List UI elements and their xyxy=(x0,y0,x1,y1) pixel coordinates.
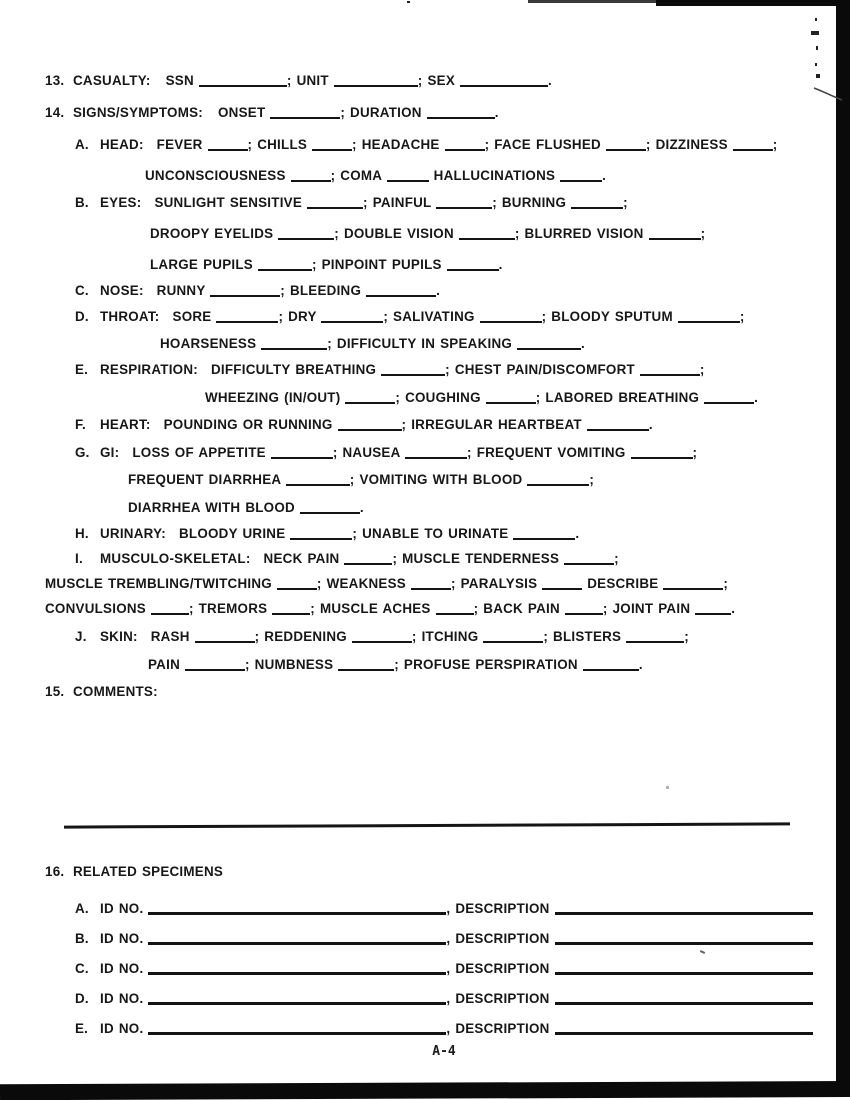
field-label: MUSCLE TREMBLING/TWITCHING xyxy=(45,576,277,591)
fill-in-blank xyxy=(555,998,813,1005)
field-label: BLOODY URINE xyxy=(178,526,291,541)
fill-in-blank xyxy=(338,665,394,671)
scan-speck xyxy=(700,950,705,954)
fill-in-blank xyxy=(555,938,813,945)
fill-in-blank xyxy=(148,998,446,1005)
field-label: HOARSENESS xyxy=(160,336,262,351)
field-label: ; UNABLE TO URINATE xyxy=(352,526,514,541)
line-b-eyes-3 xyxy=(150,257,503,273)
fill-in-blank xyxy=(278,234,334,240)
section-letter: D. xyxy=(75,309,89,324)
field-label: ; TREMORS xyxy=(188,601,273,616)
line-15-comments xyxy=(45,684,173,700)
fill-in-blank xyxy=(148,1028,446,1035)
item-number: 16. xyxy=(45,864,65,879)
field-label: RUNNY xyxy=(156,283,211,298)
scan-speck xyxy=(811,31,819,35)
specimen-row-c xyxy=(75,961,813,977)
field-label: ; LABORED BREATHING xyxy=(535,390,705,405)
field-label: ; FACE FLUSHED xyxy=(484,137,606,152)
field-label: NECK PAIN xyxy=(263,551,345,566)
fill-in-blank xyxy=(345,398,395,404)
section-letter: B. xyxy=(75,195,89,210)
field-label: POUNDING OR RUNNING xyxy=(163,417,338,432)
line-b-eyes-2 xyxy=(150,226,705,242)
field-label: . xyxy=(575,526,580,541)
fill-in-blank xyxy=(460,81,548,87)
fill-in-blank xyxy=(564,559,614,565)
line-16-related-specimens xyxy=(45,864,238,880)
scan-speck xyxy=(666,786,669,789)
field-label: ; BACK PAIN xyxy=(473,601,565,616)
field-label: RASH xyxy=(150,629,195,644)
field-label: ; DOUBLE VISION xyxy=(334,226,459,241)
fill-in-blank xyxy=(148,938,446,945)
field-label: UNCONSCIOUSNESS xyxy=(145,168,291,183)
scan-speck xyxy=(815,63,817,66)
fill-in-blank xyxy=(436,203,492,209)
fill-in-blank xyxy=(445,145,485,151)
fill-in-blank xyxy=(631,453,693,459)
field-label: ; WEAKNESS xyxy=(316,576,411,591)
fill-in-blank xyxy=(210,291,280,297)
item-title: COMMENTS: xyxy=(73,684,158,699)
footer-page-number: A-4 xyxy=(432,1044,456,1059)
fill-in-blank xyxy=(555,1028,813,1035)
section-title: URINARY: xyxy=(100,526,166,541)
fill-in-blank xyxy=(517,344,581,350)
field-label: ; xyxy=(700,226,706,241)
item-title: SIGNS/SYMPTOMS: xyxy=(73,105,203,120)
field-label: DIFFICULTY BREATHING xyxy=(210,362,382,377)
item-number: 13. xyxy=(45,73,65,88)
field-label: . xyxy=(648,417,653,432)
fill-in-blank xyxy=(286,480,350,486)
fill-in-blank xyxy=(571,203,623,209)
line-g-gi-1 xyxy=(75,445,697,461)
specimen-row-b xyxy=(75,931,813,947)
fill-in-blank xyxy=(565,609,603,615)
field-label: ; xyxy=(772,137,778,152)
item-title: RELATED SPECIMENS xyxy=(73,864,224,879)
field-label: ONSET xyxy=(218,105,271,120)
fill-in-blank xyxy=(560,176,602,182)
fill-in-blank xyxy=(606,145,646,151)
fill-in-blank xyxy=(427,113,495,119)
line-g-gi-3 xyxy=(128,500,364,516)
field-label: ; JOINT PAIN xyxy=(602,601,696,616)
field-label: ; BLISTERS xyxy=(543,629,627,644)
line-d-throat-1 xyxy=(75,309,745,325)
line-14-signs-symptoms xyxy=(45,105,499,121)
field-label: . xyxy=(581,336,586,351)
fill-in-blank xyxy=(352,637,412,643)
fill-in-blank xyxy=(405,453,467,459)
line-a-head-1 xyxy=(75,137,777,153)
fill-in-blank xyxy=(387,176,429,182)
section-letter: H. xyxy=(75,526,89,541)
fill-in-blank xyxy=(704,398,754,404)
fill-in-blank xyxy=(411,584,451,590)
fill-in-blank xyxy=(555,908,813,915)
line-b-eyes-1 xyxy=(75,195,628,211)
field-label: ; DRY xyxy=(278,309,322,324)
field-label: ; xyxy=(623,195,628,210)
scan-speck xyxy=(815,18,817,21)
field-label: ; SEX xyxy=(417,73,460,88)
field-label: ; MUSCLE TENDERNESS xyxy=(392,551,565,566)
field-label: ; VOMITING WITH BLOOD xyxy=(349,472,528,487)
field-label: , DESCRIPTION xyxy=(446,901,555,916)
field-label: ; COMA xyxy=(330,168,387,183)
field-label: . xyxy=(602,168,607,183)
fill-in-blank xyxy=(271,453,333,459)
fill-in-blank xyxy=(527,480,589,486)
fill-in-blank xyxy=(307,203,363,209)
fill-in-blank xyxy=(459,234,515,240)
field-label: ; xyxy=(692,445,698,460)
section-title: GI: xyxy=(100,445,120,460)
fill-in-blank xyxy=(344,559,392,565)
fill-in-blank xyxy=(626,637,684,643)
fill-in-blank xyxy=(151,609,189,615)
item-title: CASUALTY: xyxy=(73,73,151,88)
field-label: WHEEZING (IN/OUT) xyxy=(205,390,346,405)
field-label: DESCRIBE xyxy=(582,576,664,591)
fill-in-blank xyxy=(270,113,340,119)
specimen-row-e xyxy=(75,1021,813,1037)
section-letter: E. xyxy=(75,362,89,377)
fill-in-blank xyxy=(338,425,402,431)
fill-in-blank xyxy=(258,265,312,271)
line-j-skin-1 xyxy=(75,629,689,645)
section-letter: G. xyxy=(75,445,90,460)
field-label: DIARRHEA WITH BLOOD xyxy=(128,500,300,515)
fill-in-blank xyxy=(447,265,499,271)
field-label: ; NAUSEA xyxy=(332,445,406,460)
line-i-musculo-skeletal-1 xyxy=(75,551,619,567)
line-g-gi-2 xyxy=(128,472,594,488)
fill-in-blank xyxy=(733,145,773,151)
specimen-row-d xyxy=(75,991,813,1007)
section-letter: D. xyxy=(75,991,89,1006)
field-label: ; CHILLS xyxy=(247,137,313,152)
fill-in-blank xyxy=(480,317,542,323)
line-f-heart xyxy=(75,417,653,433)
field-label: ; BLURRED VISION xyxy=(514,226,649,241)
field-label: ; ITCHING xyxy=(411,629,484,644)
fill-in-blank xyxy=(695,609,731,615)
fill-in-blank xyxy=(555,968,813,975)
fill-in-blank xyxy=(583,665,639,671)
section-title: RESPIRATION: xyxy=(100,362,198,377)
fill-in-blank xyxy=(185,665,245,671)
field-label: ; xyxy=(723,576,729,591)
fill-in-blank xyxy=(678,317,740,323)
field-label: ID NO. xyxy=(100,1021,149,1036)
section-letter: F. xyxy=(75,417,86,432)
field-label: ; MUSCLE ACHES xyxy=(310,601,436,616)
fill-in-blank xyxy=(321,317,383,323)
fill-in-blank xyxy=(291,176,331,182)
field-label: . xyxy=(359,500,364,515)
section-title: MUSCULO-SKELETAL: xyxy=(100,551,251,566)
section-letter: A. xyxy=(75,137,89,152)
field-label: ; PROFUSE PERSPIRATION xyxy=(394,657,583,672)
fill-in-blank xyxy=(663,584,723,590)
field-label: FEVER xyxy=(156,137,208,152)
field-label: ; xyxy=(614,551,619,566)
field-label: ID NO. xyxy=(100,961,149,976)
field-label: LOSS OF APPETITE xyxy=(132,445,271,460)
field-label: ; BURNING xyxy=(492,195,572,210)
field-label: . xyxy=(498,257,503,272)
field-label: ; CHEST PAIN/DISCOMFORT xyxy=(445,362,640,377)
field-label: . xyxy=(494,105,499,120)
line-i-musculo-skeletal-3 xyxy=(45,601,735,617)
scan-artifact-right-edge xyxy=(836,0,850,1097)
line-d-throat-2 xyxy=(160,336,585,352)
section-letter: A. xyxy=(75,901,89,916)
field-label: ; BLOODY SPUTUM xyxy=(541,309,678,324)
field-label: ; xyxy=(589,472,595,487)
field-label: , DESCRIPTION xyxy=(446,931,555,946)
fill-in-blank xyxy=(312,145,352,151)
section-title: HEAD: xyxy=(100,137,144,152)
field-label: ; NUMBNESS xyxy=(244,657,339,672)
fill-in-blank xyxy=(513,534,575,540)
fill-in-blank xyxy=(436,609,474,615)
specimen-row-a xyxy=(75,901,813,917)
fill-in-blank xyxy=(208,145,248,151)
field-label: ; COUGHING xyxy=(395,390,486,405)
field-label: ; DIFFICULTY IN SPEAKING xyxy=(327,336,518,351)
field-label: ; DURATION xyxy=(340,105,427,120)
line-e-respiration-1 xyxy=(75,362,705,378)
field-label: ; HEADACHE xyxy=(352,137,445,152)
field-label: ; xyxy=(739,309,745,324)
field-label: DROOPY EYELIDS xyxy=(150,226,279,241)
field-label: , DESCRIPTION xyxy=(446,991,555,1006)
section-letter: C. xyxy=(75,283,89,298)
field-label: . xyxy=(436,283,441,298)
field-label: . xyxy=(547,73,552,88)
fill-in-blank xyxy=(300,508,360,514)
fill-in-blank xyxy=(148,908,446,915)
line-h-urinary xyxy=(75,526,579,542)
field-label: CONVULSIONS xyxy=(45,601,151,616)
field-label: ; IRREGULAR HEARTBEAT xyxy=(401,417,587,432)
scan-artifact-top-edge-black xyxy=(656,0,850,6)
field-label: ; REDDENING xyxy=(254,629,352,644)
fill-in-blank xyxy=(640,370,700,376)
section-title: EYES: xyxy=(100,195,142,210)
item-number: 14. xyxy=(45,105,65,120)
fill-in-blank xyxy=(195,637,255,643)
fill-in-blank xyxy=(366,291,436,297)
field-label: ; SALIVATING xyxy=(383,309,480,324)
fill-in-blank xyxy=(587,425,649,431)
field-label: PAIN xyxy=(148,657,185,672)
line-c-nose xyxy=(75,283,440,299)
fill-in-blank xyxy=(290,534,352,540)
fill-in-blank xyxy=(199,81,287,87)
line-i-musculo-skeletal-2 xyxy=(45,576,728,592)
field-label: ID NO. xyxy=(100,931,149,946)
field-label: ; PINPOINT PUPILS xyxy=(311,257,447,272)
field-label: SUNLIGHT SENSITIVE xyxy=(154,195,308,210)
section-letter: I. xyxy=(75,551,83,566)
field-label: SORE xyxy=(172,309,217,324)
field-label: ID NO. xyxy=(100,991,149,1006)
scan-speck xyxy=(816,74,820,78)
field-label: . xyxy=(731,601,736,616)
field-label: ; DIZZINESS xyxy=(645,137,733,152)
scan-speck xyxy=(816,46,818,50)
field-label: . xyxy=(754,390,759,405)
comments-rule-line xyxy=(64,822,790,828)
fill-in-blank xyxy=(261,344,327,350)
fill-in-blank xyxy=(486,398,536,404)
field-label: ; BLEEDING xyxy=(280,283,367,298)
fill-in-blank xyxy=(148,968,446,975)
field-label: SSN xyxy=(165,73,199,88)
line-13-casualty xyxy=(45,73,552,89)
section-title: THROAT: xyxy=(100,309,160,324)
field-label: ; xyxy=(684,629,689,644)
fill-in-blank xyxy=(542,584,582,590)
section-title: NOSE: xyxy=(100,283,144,298)
field-label: HALLUCINATIONS xyxy=(428,168,561,183)
field-label: . xyxy=(638,657,643,672)
fill-in-blank xyxy=(277,584,317,590)
field-label: ID NO. xyxy=(100,901,149,916)
line-e-respiration-2 xyxy=(205,390,758,406)
fill-in-blank xyxy=(483,637,543,643)
field-label: LARGE PUPILS xyxy=(150,257,258,272)
field-label: ; PAINFUL xyxy=(363,195,437,210)
fill-in-blank xyxy=(649,234,701,240)
section-title: HEART: xyxy=(100,417,151,432)
fill-in-blank xyxy=(216,317,278,323)
field-label: ; FREQUENT VOMITING xyxy=(467,445,631,460)
field-label: , DESCRIPTION xyxy=(446,1021,555,1036)
section-letter: J. xyxy=(75,629,87,644)
section-letter: B. xyxy=(75,931,89,946)
fill-in-blank xyxy=(334,81,418,87)
fill-in-blank xyxy=(272,609,310,615)
field-label: ; xyxy=(699,362,705,377)
scan-speck xyxy=(407,1,410,3)
field-label: FREQUENT DIARRHEA xyxy=(128,472,286,487)
field-label: ; UNIT xyxy=(286,73,334,88)
fill-in-blank xyxy=(381,370,445,376)
scan-artifact-bottom-edge xyxy=(0,1081,850,1100)
line-a-head-2 xyxy=(145,168,606,184)
scan-artifact-curve xyxy=(812,84,844,102)
field-label: ; PARALYSIS xyxy=(450,576,543,591)
item-number: 15. xyxy=(45,684,65,699)
line-j-skin-2 xyxy=(148,657,643,673)
section-letter: E. xyxy=(75,1021,89,1036)
field-label: , DESCRIPTION xyxy=(446,961,555,976)
section-title: SKIN: xyxy=(100,629,138,644)
section-letter: C. xyxy=(75,961,89,976)
